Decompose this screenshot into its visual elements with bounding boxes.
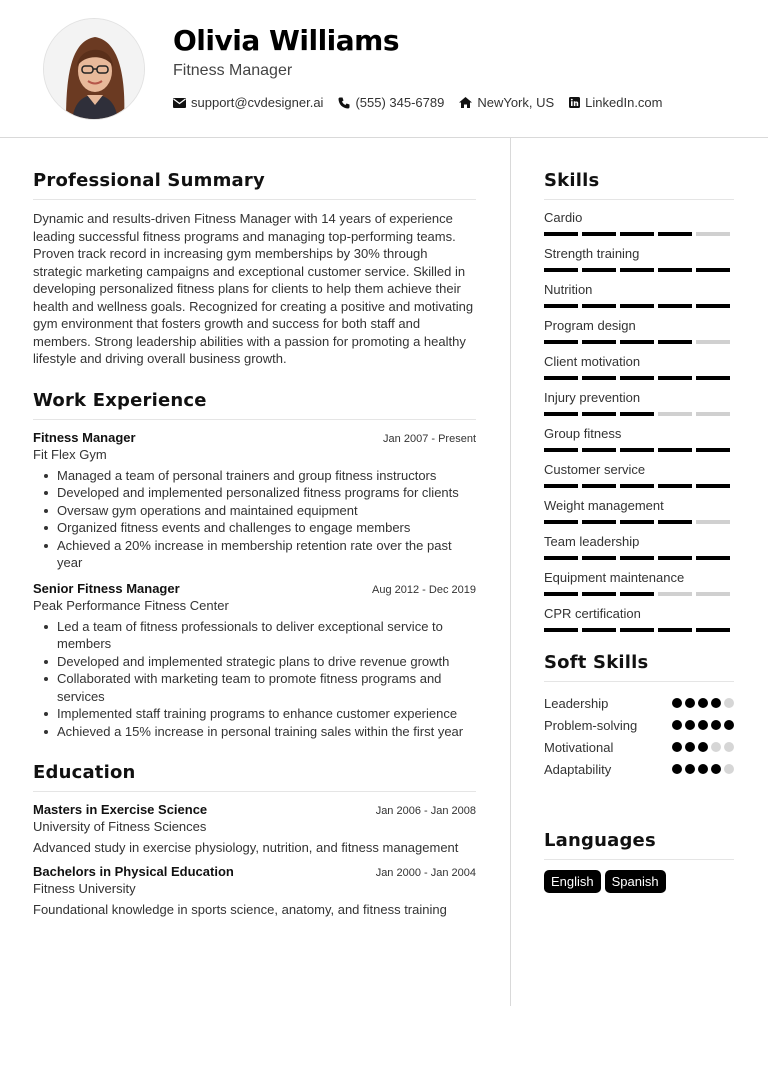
- contact-linkedin[interactable]: [569, 95, 662, 110]
- skill-item: [544, 498, 734, 524]
- rating-bar-filled: [544, 592, 578, 596]
- job-bullets: [33, 618, 476, 741]
- rating-bar-filled: [620, 592, 654, 596]
- soft-skill-rating: [669, 764, 734, 774]
- skill-rating: [544, 556, 734, 560]
- rating-bar-filled: [582, 556, 616, 560]
- job-date: Jan 2007 - Present: [383, 432, 476, 445]
- rating-bar-filled: [658, 520, 692, 524]
- rating-bar-filled: [696, 304, 730, 308]
- rating-bar-empty: [658, 412, 692, 416]
- job-bullet: Oversaw gym operations and maintained equipment: [33, 502, 476, 520]
- education-heading: Education: [33, 762, 476, 792]
- skill-name: Nutrition: [544, 282, 593, 297]
- education-description: Advanced study in exercise physiology, nutrition, and fitness management: [33, 840, 459, 855]
- skill-item: [544, 210, 734, 236]
- rating-bar-filled: [658, 556, 692, 560]
- rating-bar-empty: [696, 232, 730, 236]
- rating-bar-filled: [620, 520, 654, 524]
- linkedin-icon: [569, 97, 580, 108]
- skill-rating: [544, 484, 734, 488]
- education-entry: [33, 864, 476, 917]
- rating-bar-filled: [620, 556, 654, 560]
- rating-dot-filled: [698, 698, 708, 708]
- school-name: Fitness University: [33, 881, 136, 896]
- education-description: Foundational knowledge in sports science, anatomy, and fitness training: [33, 902, 447, 917]
- soft-skill-item: [544, 692, 734, 714]
- soft-skill-name: Motivational: [544, 739, 614, 755]
- skills-list: [544, 210, 734, 632]
- job-entry: [33, 581, 476, 741]
- soft-skills-list: [544, 692, 734, 780]
- contact-phone[interactable]: [338, 95, 444, 110]
- skill-item: [544, 318, 734, 344]
- rating-bar-filled: [544, 448, 578, 452]
- rating-dot-filled: [711, 764, 721, 774]
- rating-dot-filled: [685, 764, 695, 774]
- rating-bar-filled: [658, 304, 692, 308]
- degree-title: Masters in Exercise Science: [33, 802, 208, 817]
- languages-section: [544, 830, 734, 893]
- rating-bar-filled: [544, 376, 578, 380]
- job-bullet: Developed and implemented strategic plans to drive revenue growth: [33, 653, 476, 671]
- rating-bar-filled: [658, 232, 692, 236]
- skill-rating: [544, 628, 734, 632]
- rating-bar-filled: [658, 484, 692, 488]
- rating-dot-filled: [672, 764, 682, 774]
- job-bullet: Implemented staff training programs to enhance customer experience: [33, 705, 476, 723]
- degree-title: Bachelors in Physical Education: [33, 864, 234, 879]
- rating-bar-filled: [582, 628, 616, 632]
- job-bullet: Achieved a 20% increase in membership retention rate over the past year: [33, 537, 476, 572]
- soft-skill-item: [544, 758, 734, 780]
- rating-dot-filled: [672, 720, 682, 730]
- skill-name: Team leadership: [544, 534, 640, 549]
- school-name: University of Fitness Sciences: [33, 819, 207, 834]
- education-date: Jan 2000 - Jan 2004: [375, 867, 476, 879]
- rating-bar-filled: [544, 232, 578, 236]
- skill-name: Equipment maintenance: [544, 570, 685, 585]
- rating-bar-filled: [620, 304, 654, 308]
- rating-bar-filled: [582, 268, 616, 272]
- rating-bar-filled: [544, 304, 578, 308]
- summary-text: Dynamic and results-driven Fitness Manager with 14 years of experience leading successful fitness programs and managing top-performing teams. Proven track record in increasing gym memberships by 30% through strategic marketing campaigns and exceptional customer service. Skilled in developing personalized fitness plans for clients to help them achieve their health and wellness goals. Recognized for creating a positive and motivating gym environment that fosters growth and success for both staff and members. Strong leadership abilities with a passion for promoting a healthy lifestyle and driving overall business growth.: [33, 211, 474, 366]
- contact-location: [459, 95, 554, 110]
- rating-bar-filled: [582, 304, 616, 308]
- language-tag: Spanish: [605, 870, 666, 893]
- skill-rating: [544, 592, 734, 596]
- skill-name: Program design: [544, 318, 636, 333]
- sidebar-column: [544, 170, 734, 893]
- rating-dot-filled: [672, 742, 682, 752]
- phone-text: (555) 345-6789: [355, 95, 445, 110]
- job-bullets: [33, 467, 476, 572]
- skill-name: Weight management: [544, 498, 664, 513]
- phone-icon: [338, 97, 350, 109]
- rating-bar-filled: [620, 376, 654, 380]
- email-text: support@cvdesigner.ai: [191, 95, 324, 110]
- soft-skill-item: [544, 714, 734, 736]
- rating-dot-filled: [711, 698, 721, 708]
- rating-bar-filled: [620, 412, 654, 416]
- skill-item: [544, 534, 734, 560]
- rating-bar-filled: [620, 628, 654, 632]
- envelope-icon: [173, 98, 186, 108]
- rating-bar-filled: [658, 268, 692, 272]
- rating-bar-filled: [544, 520, 578, 524]
- job-company: Fit Flex Gym: [33, 446, 107, 462]
- rating-bar-filled: [658, 448, 692, 452]
- job-bullet: Developed and implemented personalized fitness programs for clients: [33, 484, 476, 502]
- skill-item: [544, 570, 734, 596]
- candidate-title: Fitness Manager: [173, 62, 293, 79]
- rating-bar-filled: [658, 340, 692, 344]
- location-text: NewYork, US: [477, 95, 555, 110]
- soft-skill-name: Problem-solving: [544, 717, 638, 733]
- skills-section: [544, 170, 734, 632]
- education-section: [33, 762, 476, 917]
- skill-name: Client motivation: [544, 354, 641, 369]
- language-tag: English: [544, 870, 601, 893]
- rating-bar-filled: [582, 484, 616, 488]
- rating-bar-filled: [696, 376, 730, 380]
- profile-photo: [43, 18, 145, 120]
- rating-bar-filled: [582, 520, 616, 524]
- column-divider: [510, 138, 511, 1006]
- skill-item: [544, 282, 734, 308]
- summary-heading: Professional Summary: [33, 170, 476, 200]
- rating-bar-filled: [696, 448, 730, 452]
- skill-item: [544, 354, 734, 380]
- rating-dot-filled: [711, 720, 721, 730]
- skill-name: CPR certification: [544, 606, 641, 621]
- rating-bar-filled: [620, 484, 654, 488]
- rating-dot-filled: [685, 742, 695, 752]
- rating-dot-empty: [724, 764, 734, 774]
- job-title: Senior Fitness Manager: [33, 580, 180, 596]
- contact-bar: [173, 95, 678, 110]
- rating-dot-empty: [724, 698, 734, 708]
- soft-skill-rating: [669, 698, 734, 708]
- soft-skills-section: [544, 652, 734, 780]
- skill-item: [544, 462, 734, 488]
- rating-bar-filled: [620, 268, 654, 272]
- rating-bar-filled: [658, 376, 692, 380]
- rating-dot-filled: [724, 720, 734, 730]
- job-title: Fitness Manager: [33, 429, 136, 445]
- rating-bar-empty: [696, 412, 730, 416]
- summary-section: [33, 170, 476, 368]
- skill-rating: [544, 304, 734, 308]
- linkedin-text: LinkedIn.com: [585, 95, 663, 110]
- skill-rating: [544, 232, 734, 236]
- skill-item: [544, 246, 734, 272]
- rating-bar-filled: [582, 448, 616, 452]
- skill-item: [544, 390, 734, 416]
- rating-bar-filled: [544, 340, 578, 344]
- rating-bar-filled: [696, 628, 730, 632]
- soft-skill-item: [544, 736, 734, 758]
- education-entry: [33, 802, 476, 855]
- soft-skill-rating: [669, 742, 734, 752]
- rating-bar-filled: [582, 412, 616, 416]
- skill-name: Cardio: [544, 210, 583, 225]
- rating-dot-filled: [698, 742, 708, 752]
- job-date: Aug 2012 - Dec 2019: [372, 583, 476, 596]
- rating-bar-filled: [620, 448, 654, 452]
- rating-bar-filled: [658, 628, 692, 632]
- rating-bar-empty: [696, 340, 730, 344]
- rating-bar-filled: [582, 592, 616, 596]
- rating-bar-filled: [620, 340, 654, 344]
- rating-bar-empty: [696, 592, 730, 596]
- skill-item: [544, 606, 734, 632]
- skills-heading: Skills: [544, 170, 734, 200]
- rating-bar-filled: [582, 340, 616, 344]
- soft-skill-rating: [669, 720, 734, 730]
- home-icon: [459, 97, 472, 108]
- person-portrait-icon: [44, 19, 145, 120]
- skill-item: [544, 426, 734, 452]
- rating-bar-filled: [582, 232, 616, 236]
- rating-bar-empty: [696, 520, 730, 524]
- rating-bar-filled: [696, 484, 730, 488]
- rating-bar-filled: [544, 556, 578, 560]
- languages-heading: Languages: [544, 830, 734, 860]
- skill-rating: [544, 340, 734, 344]
- job-bullet: Collaborated with marketing team to promote fitness programs and services: [33, 670, 476, 705]
- skill-name: Customer service: [544, 462, 646, 477]
- skill-rating: [544, 412, 734, 416]
- rating-dot-filled: [685, 698, 695, 708]
- job-bullet: Achieved a 15% increase in personal training sales within the first year: [33, 723, 476, 741]
- job-bullet: Led a team of fitness professionals to deliver exceptional service to members: [33, 618, 476, 653]
- skill-name: Strength training: [544, 246, 640, 261]
- candidate-name: Olivia Williams: [173, 24, 400, 57]
- soft-skill-name: Adaptability: [544, 761, 612, 777]
- skill-rating: [544, 376, 734, 380]
- skill-rating: [544, 520, 734, 524]
- rating-bar-filled: [544, 268, 578, 272]
- rating-bar-filled: [696, 556, 730, 560]
- job-entry: [33, 430, 476, 572]
- work-section: [33, 390, 476, 741]
- rating-dot-empty: [711, 742, 721, 752]
- rating-dot-filled: [685, 720, 695, 730]
- rating-bar-filled: [544, 628, 578, 632]
- skill-rating: [544, 448, 734, 452]
- education-date: Jan 2006 - Jan 2008: [375, 805, 476, 817]
- rating-dot-filled: [672, 698, 682, 708]
- rating-dot-filled: [698, 720, 708, 730]
- skill-name: Group fitness: [544, 426, 622, 441]
- job-bullet: Managed a team of personal trainers and group fitness instructors: [33, 467, 476, 485]
- soft-skills-heading: Soft Skills: [544, 652, 734, 682]
- rating-bar-filled: [582, 376, 616, 380]
- rating-bar-filled: [544, 484, 578, 488]
- rating-dot-empty: [724, 742, 734, 752]
- resume-header: [0, 0, 768, 138]
- contact-email[interactable]: [173, 95, 323, 110]
- soft-skill-name: Leadership: [544, 695, 609, 711]
- rating-dot-filled: [698, 764, 708, 774]
- work-heading: Work Experience: [33, 390, 476, 420]
- skill-rating: [544, 268, 734, 272]
- main-column: [33, 170, 476, 917]
- skill-name: Injury prevention: [544, 390, 641, 405]
- rating-bar-empty: [658, 592, 692, 596]
- languages-list: [544, 870, 734, 893]
- job-bullet: Organized fitness events and challenges to engage members: [33, 519, 476, 537]
- rating-bar-filled: [696, 268, 730, 272]
- rating-bar-filled: [544, 412, 578, 416]
- rating-bar-filled: [620, 232, 654, 236]
- job-company: Peak Performance Fitness Center: [33, 597, 229, 613]
